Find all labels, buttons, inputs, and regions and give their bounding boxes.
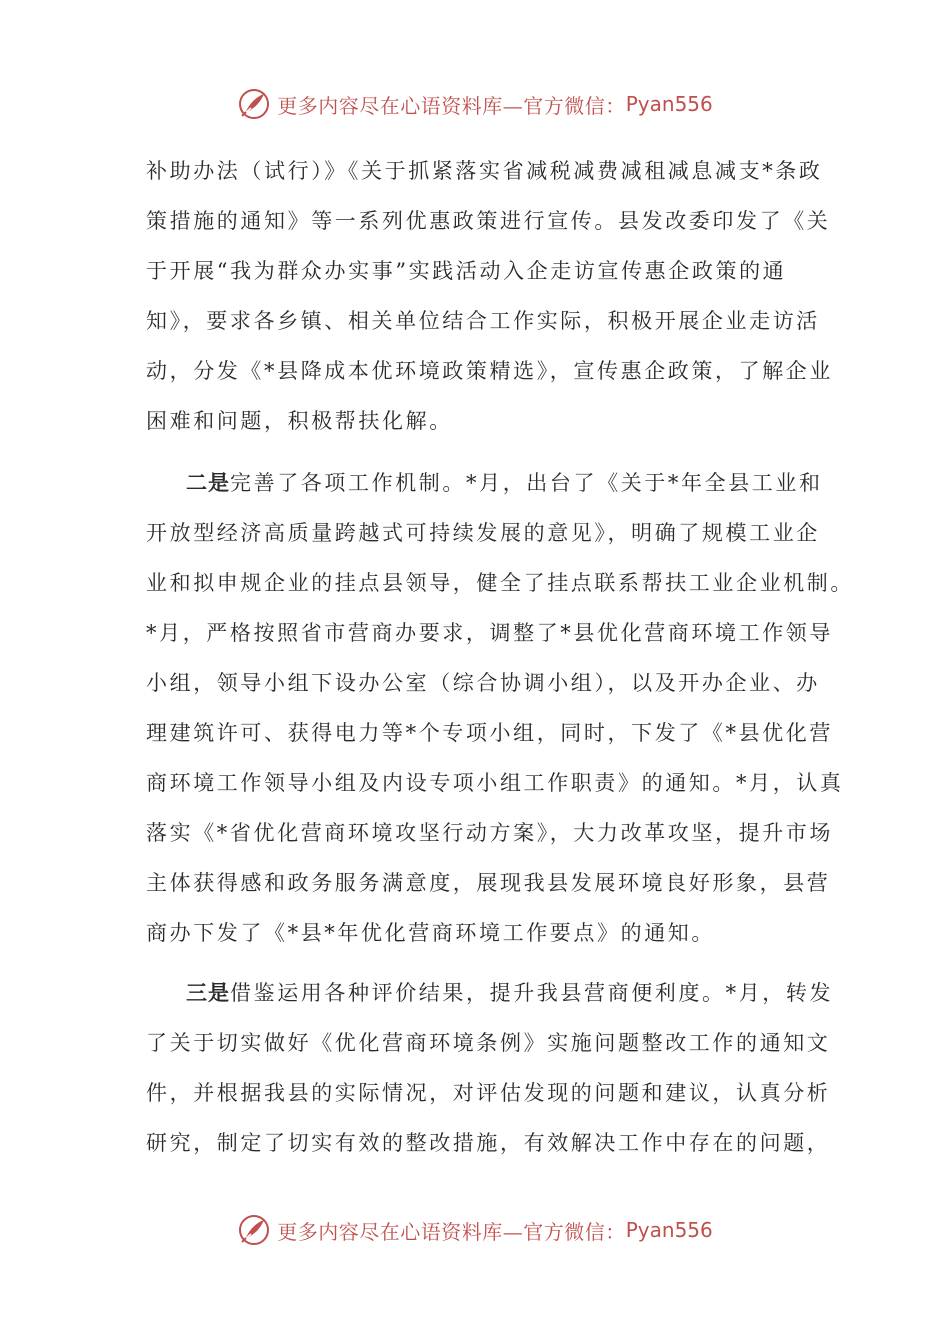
p2-line-3: 业和拟申规企业的挂点县领导，健全了挂点联系帮扶工业企业机制。: [146, 571, 854, 595]
p2-line-1: [146, 458, 826, 508]
p2-lead: 二是: [186, 471, 230, 495]
p2-line-1-text: 完善了各项工作机制。*月，出台了《关于*年全县工业和: [230, 471, 823, 495]
p2-line-7: 商环境工作领导小组及内设专项小组工作职责》的通知。*月，认真: [146, 771, 844, 795]
p3-line-4: 研究，制定了切实有效的整改措施，有效解决工作中存在的问题，: [146, 1131, 831, 1155]
header-wechat-id: Pyan556: [625, 92, 713, 116]
p2-line-5: 小组，领导小组下设办公室（综合协调小组），以及开办企业、办: [146, 671, 820, 695]
p2-line-9: 主体获得感和政务服务满意度，展现我县发展环境良好形象，县营: [146, 871, 831, 895]
p1-line-2: 策措施的通知》等一系列优惠政策进行宣传。县发改委印发了《关: [146, 209, 831, 233]
paragraph-2: [146, 458, 854, 958]
paragraph-3: [146, 968, 834, 1168]
p2-line-4: *月，严格按照省市营商办要求，调整了*县优化营商环境工作领导: [146, 621, 833, 645]
p1-line-3: 于开展“我为群众办实事”实践活动入企走访宣传惠企政策的通: [146, 259, 787, 283]
p1-line-5: 动，分发《*县降成本优环境政策精选》，宣传惠企政策，了解企业: [146, 359, 833, 383]
p3-line-1-text: 借鉴运用各种评价结果，提升我县营商便利度。*月，转发: [230, 981, 834, 1005]
header-banner: [0, 84, 950, 124]
p1-line-1: 补助办法（试行）》《关于抓紧落实省减税减费减租减息减支*条政: [146, 159, 823, 183]
footer-banner: [0, 1210, 950, 1250]
p2-line-2: 开放型经济高质量跨越式可持续发展的意见》，明确了规模工业企: [146, 521, 820, 545]
p1-line-4: 知》，要求各乡镇、相关单位结合工作实际，积极开展企业走访活: [146, 309, 820, 333]
p2-line-8: 落实《*省优化营商环境攻坚行动方案》，大力改革攻坚，提升市场: [146, 821, 833, 845]
document-body: [146, 146, 854, 1168]
p3-line-1: [146, 968, 834, 1018]
footer-banner-text: 更多内容尽在心语资料库—官方微信：: [277, 1219, 626, 1244]
p2-line-6: 理建筑许可、获得电力等*个专项小组，同时，下发了《*县优化营: [146, 721, 833, 745]
p3-lead: 三是: [186, 981, 230, 1005]
p1-line-6: 困难和问题，积极帮扶化解。: [146, 409, 453, 433]
footer-wechat-id: Pyan556: [625, 1218, 713, 1242]
quill-logo-icon: [237, 1213, 271, 1247]
quill-logo-icon: [237, 87, 271, 121]
p3-line-3: 件，并根据我县的实际情况，对评估发现的问题和建议，认真分析: [146, 1081, 831, 1105]
p3-line-2: 了关于切实做好《优化营商环境条例》实施问题整改工作的通知文: [146, 1031, 831, 1055]
p2-line-10: 商办下发了《*县*年优化营商环境工作要点》的通知。: [146, 921, 715, 945]
header-banner-text: 更多内容尽在心语资料库—官方微信：: [277, 93, 626, 118]
paragraph-1: [146, 146, 833, 446]
